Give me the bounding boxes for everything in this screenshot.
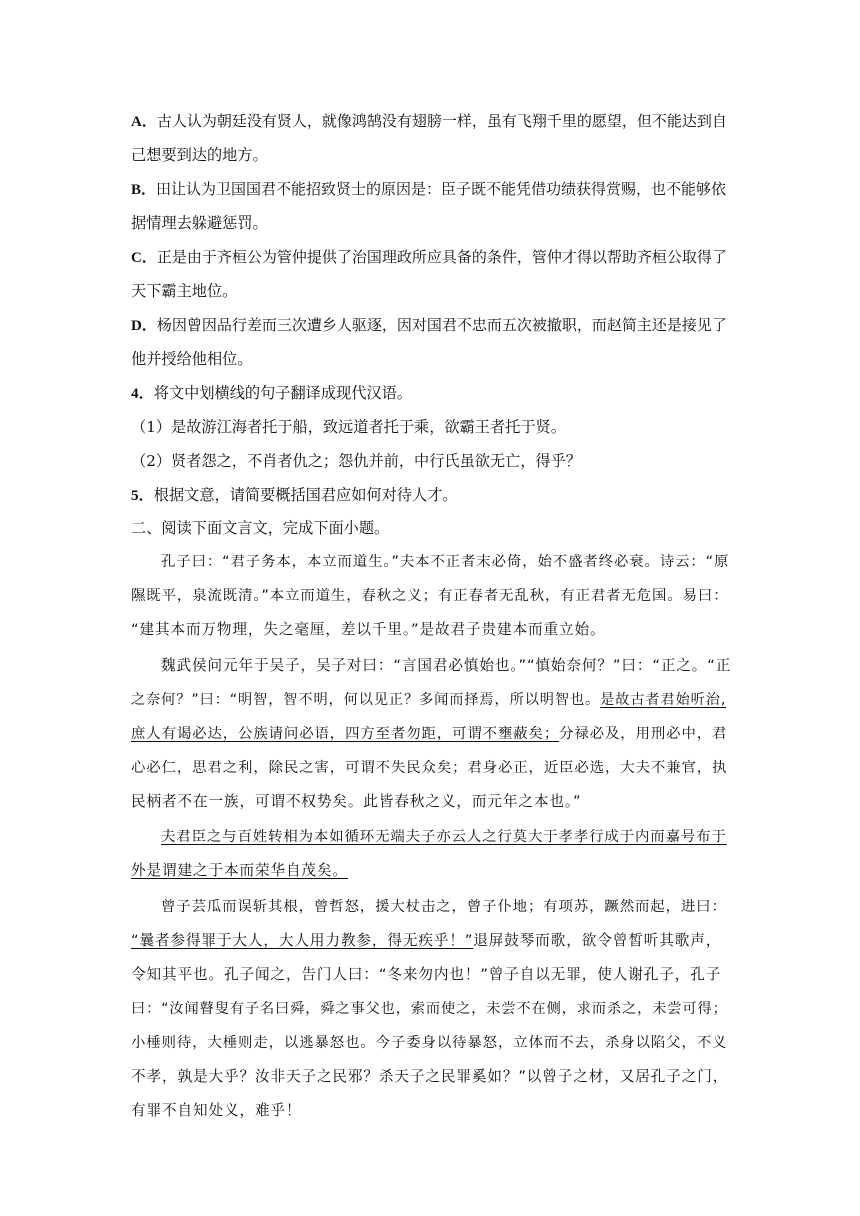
underlined-sentence: 是故古者君始听治, bbox=[600, 692, 727, 708]
option-text: 杨因曾因品行差而三次遭乡人驱逐，因对国君不忠而五次被撤职，而赵简主还是接见了 bbox=[156, 316, 727, 334]
passage-line: 曾子芸瓜而误斩其根，曾哲怒，援大杖击之，曾子仆地；有项苏，蹶然而起，进曰： bbox=[161, 899, 727, 915]
passage-line: 令知其平也。孔子闻之，告门人曰：“冬来勿内也！”曾子自以无罪，使人谢孔子，孔子 bbox=[131, 966, 722, 983]
option-text: 田让认为卫国国君不能招致贤士的原因是：臣子既不能凭借功绩获得赏赐，也不能够依 bbox=[156, 180, 727, 198]
option-label: A． bbox=[131, 114, 157, 130]
option-text: 正是由于齐桓公为管仲提供了治国理政所应具备的条件，管仲才得以帮助齐桓公取得了 bbox=[156, 248, 727, 266]
section-heading: 二、阅读下面文言文，完成下面小题。 bbox=[131, 519, 390, 537]
passage-line: 曰：“汝闻瞽叟有子名曰舜，舜之事父也，索而使之，未尝不在侧，求而杀之，未尝可得； bbox=[131, 1001, 728, 1017]
passage-line: 隰既平，泉流既清。”本立而道生，春秋之义；有正春者无乱秋，有正君者无危国。易曰： bbox=[131, 588, 729, 604]
question-4-sub-1: （1）是故游江海者托于船，致远道者托于乘，欲霸王者托于贤。 bbox=[131, 418, 566, 436]
passage-line: 心必仁，思君之利，除民之害，可谓不失民众矣；君身必正，近臣必选，大夫不兼官，执 bbox=[131, 760, 728, 776]
option-b-cont: 据情理去躲避惩罚。 bbox=[131, 214, 268, 232]
question-number: 5． bbox=[131, 487, 154, 504]
passage-line: 孔子曰：“君子务本，本立而道生。”夫本不正者末必倚，始不盛者终必衰。诗云：“原 bbox=[161, 554, 730, 570]
passage-line bbox=[131, 931, 721, 951]
passage-text: 之奈何？”曰：“明智，智不明，何以见正？多闻而择焉，所以明智也。 bbox=[131, 692, 601, 708]
passage-line: 民柄者不在一族，可谓不权势矣。此皆春秋之义，而元年之本也。” bbox=[131, 793, 582, 810]
option-label: C． bbox=[131, 250, 157, 266]
question-number: 4． bbox=[131, 385, 154, 402]
question-text: 将文中划横线的句子翻译成现代汉语。 bbox=[153, 384, 412, 402]
option-a bbox=[131, 111, 727, 132]
passage-text: 分禄必及，用刑必中，君 bbox=[559, 726, 728, 742]
option-d-cont: 他并授给他相位。 bbox=[131, 350, 253, 368]
unpunctuated-sentence: 外是谓建之于本而荣华自茂矣。 bbox=[131, 862, 348, 879]
unpunctuated-sentence: 夫君臣之与百姓转相为本如循环无端夫子亦云人之行莫大于孝孝行成于内而嘉号布于 bbox=[161, 829, 727, 845]
option-d bbox=[131, 315, 727, 336]
option-label: D． bbox=[131, 318, 157, 334]
option-c-cont: 天下霸主地位。 bbox=[131, 282, 238, 300]
question-text: 根据文意，请简要概括国君应如何对待人才。 bbox=[153, 486, 458, 504]
passage-line bbox=[131, 724, 727, 744]
passage-line: “建其本而万物理，失之毫厘，差以千里。”是故君子贵建本而重立始。 bbox=[131, 621, 606, 638]
option-text: 古人认为朝廷没有贤人，就像鸿鹄没有翅膀一样，虽有飞翔千里的愿望，但不能达到自 bbox=[156, 112, 727, 130]
passage-line: 不孝，孰是大乎？汝非天子之民邪？杀天子之民罪奚如？”以曾子之材，又居孔子之门， bbox=[131, 1068, 729, 1085]
question-5 bbox=[131, 485, 458, 506]
passage-text: 退屏鼓琴而歌，欲令曾皙听其歌声， bbox=[473, 932, 722, 949]
option-label: B． bbox=[131, 182, 157, 198]
passage-line: 魏武侯问元年于吴子，吴子对曰：“言国君必慎始也。”“慎始奈何？”曰：“正之。“正 bbox=[161, 657, 732, 674]
underlined-sentence: 庶人有谒必达，公族请问必语，四方至者勿距，可谓不壅蔽矣； bbox=[131, 726, 560, 742]
option-b bbox=[131, 179, 726, 200]
question-4 bbox=[131, 383, 412, 404]
option-c bbox=[131, 247, 727, 268]
question-4-sub-2: （2）贤者怨之，不肖者仇之；怨仇并前，中行氏虽欲无亡，得乎？ bbox=[131, 452, 582, 470]
passage-line: 有罪不自知处义，难乎！ bbox=[131, 1102, 302, 1119]
passage-line bbox=[131, 690, 726, 710]
passage-line: 小棰则待，大棰则走，以逃暴怒也。今子委身以待暴怒，立体而不去，杀身以陷父，不义 bbox=[131, 1035, 728, 1051]
option-a-cont: 己想要到达的地方。 bbox=[131, 146, 268, 164]
underlined-sentence: “曩者参得罪于大人，大人用力教参，得无疾乎！” bbox=[131, 932, 474, 949]
